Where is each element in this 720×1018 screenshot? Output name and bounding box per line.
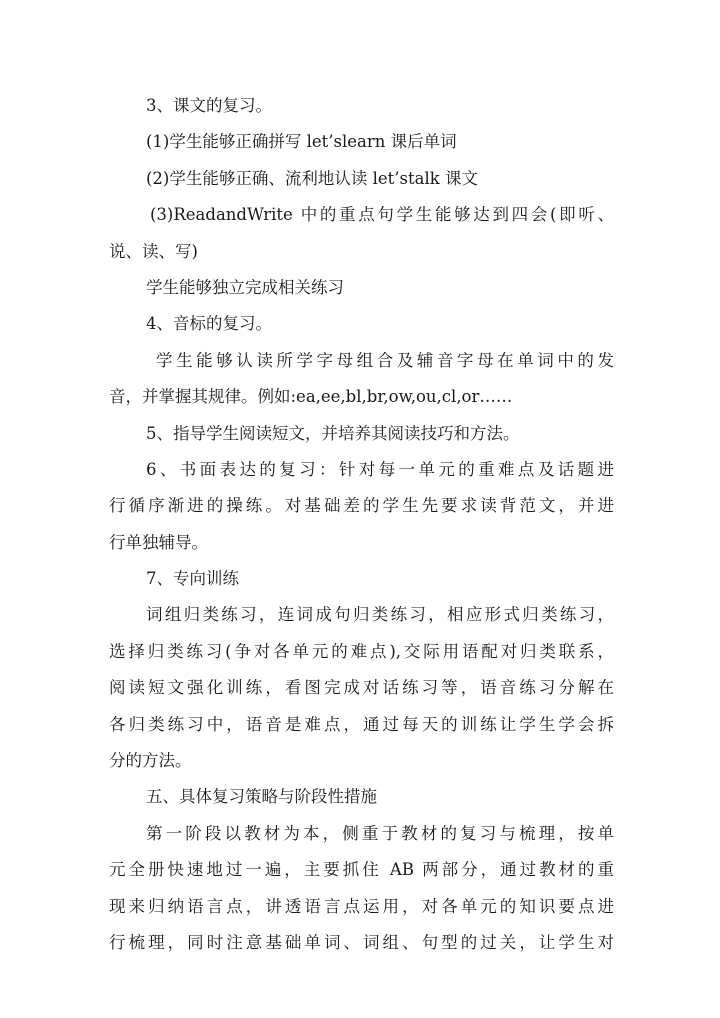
heading-writing-review: 6、书面表达的复习：针对每一单元的重难点及话题进 bbox=[146, 459, 614, 479]
text-line: 音，并掌握其规律。例如:ea,ee,bl,br,ow,ou,cl,or…… bbox=[109, 387, 513, 407]
text-line: (1)学生能够正确拼写 let’slearn 课后单词 bbox=[146, 132, 457, 152]
text-line: 行单独辅导。 bbox=[109, 532, 208, 552]
text-line: 选择归类练习(争对各单元的难点),交际用语配对归类联系， bbox=[109, 641, 614, 661]
text-line: 各归类练习中，语音是难点，通过每天的训练让学生学会拆 bbox=[109, 714, 614, 734]
text-line: 阅读短文强化训练，看图完成对话练习等，语音练习分解在 bbox=[109, 678, 614, 698]
heading-reading-guidance: 5、指导学生阅读短文，并培养其阅读技巧和方法。 bbox=[146, 423, 520, 443]
text-line: 元全册快速地过一遍，主要抓住 AB 两部分，通过教材的重 bbox=[109, 860, 614, 880]
text-line: 现来归纳语言点，讲透语言点运用，对各单元的知识要点进 bbox=[109, 896, 614, 916]
text-line: 说、读、写) bbox=[109, 241, 198, 261]
text-line: 学生能够认读所学字母组合及辅音字母在单词中的发 bbox=[156, 350, 614, 370]
text-line: 第一阶段以教材为本，侧重于教材的复习与梳理，按单 bbox=[146, 823, 614, 843]
heading-phonetics-review: 4、音标的复习。 bbox=[146, 314, 272, 334]
text-line: 行循序渐进的操练。对基础差的学生先要求读背范文，并进 bbox=[109, 496, 614, 516]
text-line: 行梳理，同时注意基础单词、词组、句型的过关，让学生对 bbox=[109, 932, 614, 952]
section-heading-strategies: 五、具体复习策略与阶段性措施 bbox=[146, 787, 377, 807]
heading-targeted-training: 7、专向训练 bbox=[146, 569, 239, 589]
heading-lesson-review: 3、课文的复习。 bbox=[146, 96, 272, 115]
text-line: (2)学生能够正确、流利地认读 let’stalk 课文 bbox=[146, 168, 478, 188]
text-line: 分的方法。 bbox=[109, 751, 192, 771]
document-body bbox=[109, 88, 614, 961]
text-line: 学生能够独立完成相关练习 bbox=[146, 277, 344, 297]
text-line: 词组归类练习，连词成句归类练习，相应形式归类练习， bbox=[146, 605, 614, 625]
text-line: (3)ReadandWrite 中的重点句学生能够达到四会(即听、 bbox=[150, 205, 614, 225]
